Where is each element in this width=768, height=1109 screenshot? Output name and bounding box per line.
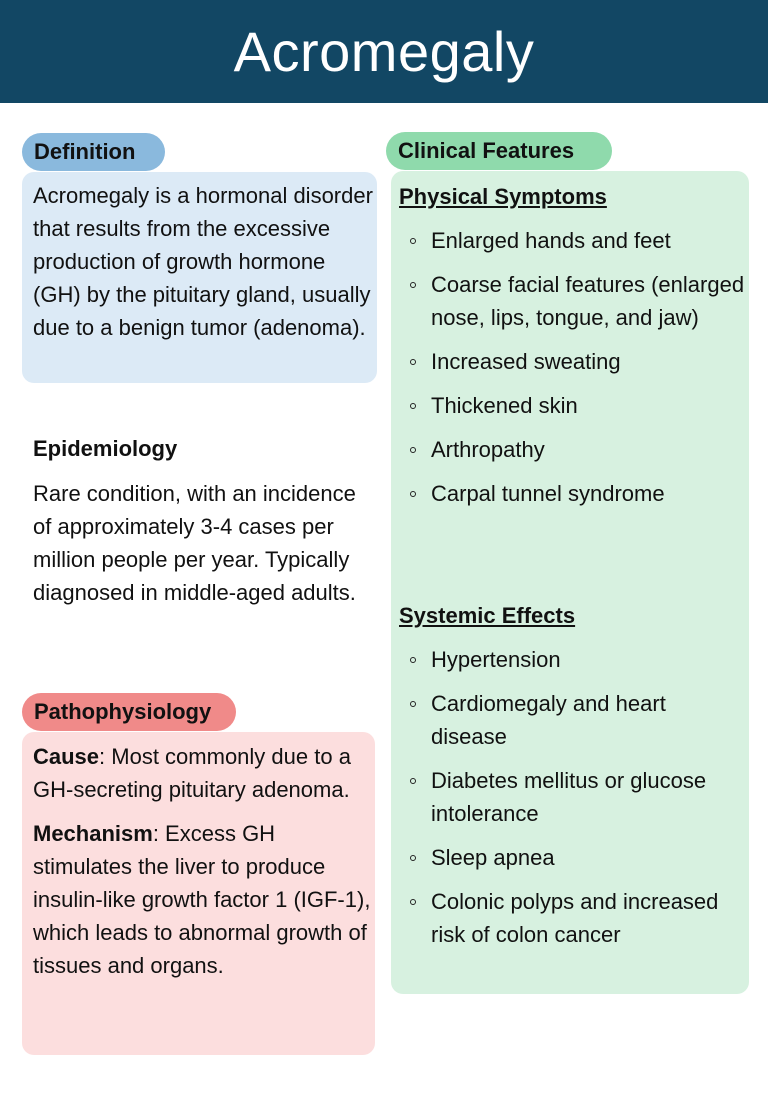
systemic-effects-list <box>410 643 745 962</box>
circle-bullet-icon <box>410 701 416 707</box>
definition-label: Definition <box>22 133 165 171</box>
list-item: Hypertension <box>410 643 745 676</box>
circle-bullet-icon <box>410 855 416 861</box>
circle-bullet-icon <box>410 359 416 365</box>
list-item: Increased sweating <box>410 345 745 378</box>
circle-bullet-icon <box>410 403 416 409</box>
list-item: Enlarged hands and feet <box>410 224 745 257</box>
list-item: Coarse facial features (enlarged nose, lips, tongue, and jaw) <box>410 268 745 334</box>
epidemiology-heading: Epidemiology <box>33 436 178 461</box>
circle-bullet-icon <box>410 899 416 905</box>
list-item: Diabetes mellitus or glucose intolerance <box>410 764 745 830</box>
list-item: Cardiomegaly and heart disease <box>410 687 745 753</box>
cause-label: Cause <box>33 744 100 769</box>
list-item: Thickened skin <box>410 389 745 422</box>
list-item: Carpal tunnel syndrome <box>410 477 745 510</box>
page-title: Acromegaly <box>233 20 535 83</box>
systemic-effects-heading: Systemic Effects <box>399 603 576 628</box>
circle-bullet-icon <box>410 778 416 784</box>
circle-bullet-icon <box>410 238 416 244</box>
list-item: Colonic polyps and increased risk of colon cancer <box>410 885 745 951</box>
physical-symptoms-heading: Physical Symptoms <box>399 184 607 209</box>
cause-paragraph <box>33 740 373 806</box>
physical-symptoms-list <box>410 224 745 521</box>
epidemiology-text: Rare condition, with an incidence of approximately 3-4 cases per million people per year. Typically diagnosed in middle-aged adults. <box>33 481 356 605</box>
clinical-features-label: Clinical Features <box>386 132 612 170</box>
circle-bullet-icon <box>410 447 416 453</box>
circle-bullet-icon <box>410 657 416 663</box>
mechanism-text: : Excess GH stimulates the liver to produce insulin-like growth factor 1 (IGF-1), which leads to abnormal growth of tissues and organs. <box>33 821 371 978</box>
circle-bullet-icon <box>410 282 416 288</box>
mechanism-label: Mechanism <box>33 821 153 846</box>
list-item: Sleep apnea <box>410 841 745 874</box>
pathophysiology-content <box>33 740 373 993</box>
mechanism-paragraph <box>33 817 373 982</box>
cause-text: : Most commonly due to a GH-secreting pituitary adenoma. <box>33 744 351 802</box>
circle-bullet-icon <box>410 491 416 497</box>
list-item: Arthropathy <box>410 433 745 466</box>
definition-text: Acromegaly is a hormonal disorder that results from the excessive production of growth hormone (GH) by the pituitary gland, usually due to a benign tumor (adenoma). <box>33 183 373 340</box>
pathophysiology-label: Pathophysiology <box>22 693 236 731</box>
header-banner <box>0 0 768 103</box>
